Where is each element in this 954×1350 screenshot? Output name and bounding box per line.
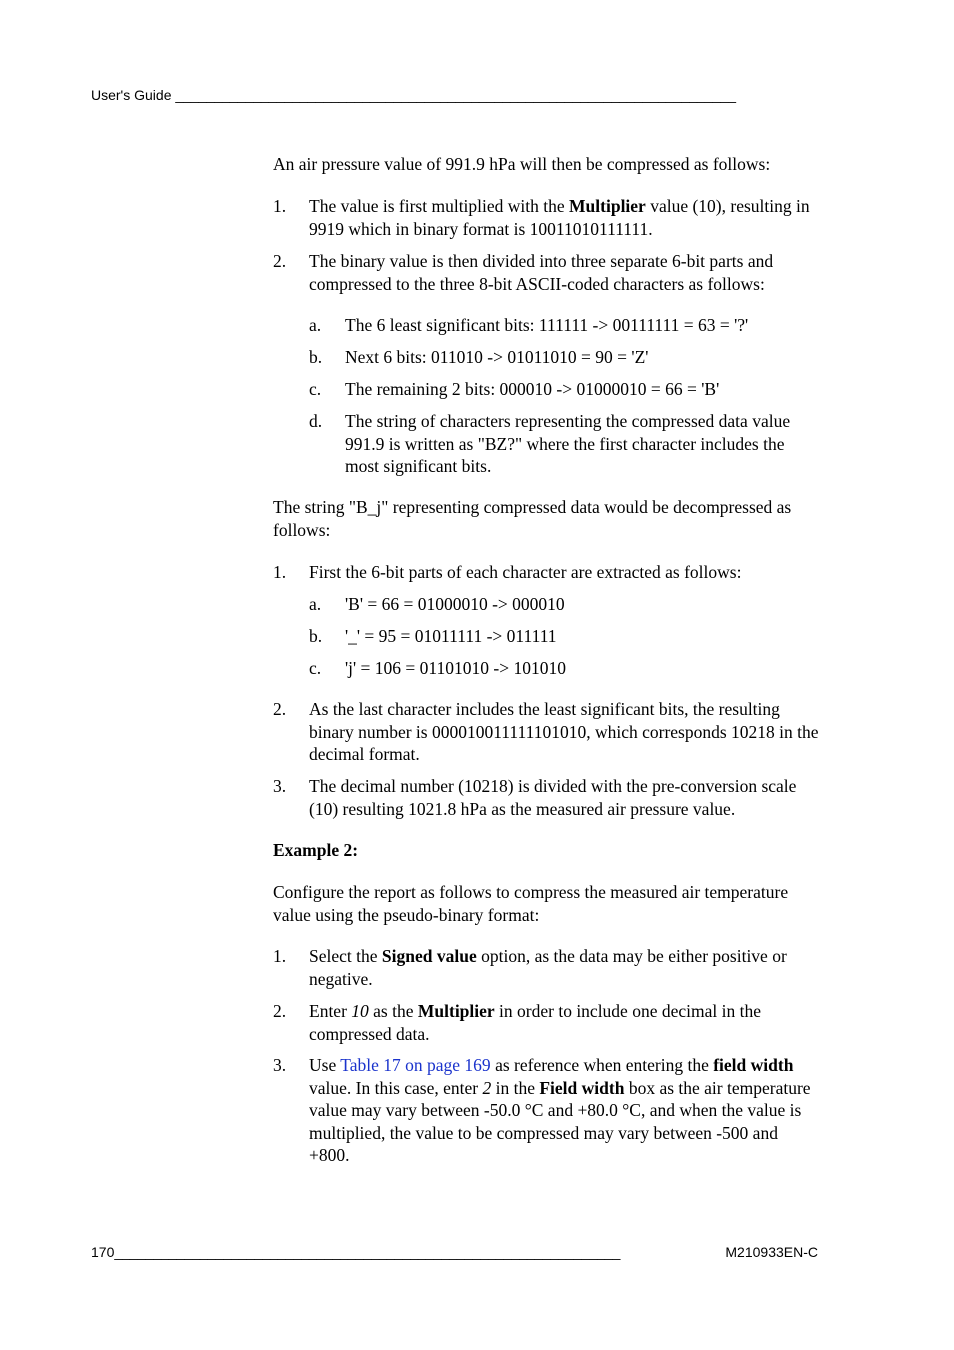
footer-rule: _________________________________________________________________ (114, 1244, 621, 1260)
list-item: The binary value is then divided into three separate 6-bit parts and compressed to the three 8-bit ASCII-coded characters as follows: (309, 251, 774, 294)
table-reference-link[interactable]: Table 17 on page 169 (340, 1055, 491, 1075)
header-rule: ________________________________________________________________________ (175, 87, 736, 103)
list-number: 3. (273, 776, 287, 796)
list-item: Select the Signed value option, as the data may be either positive or negative. (309, 946, 787, 989)
sublist-letter: d. (309, 411, 323, 431)
decompress-paragraph: The string "B_j" representing compressed data would be decompressed as follows: (273, 497, 792, 540)
sublist-letter: c. (309, 379, 322, 399)
list-number: 1. (273, 196, 287, 216)
page-header (91, 86, 811, 104)
header-title: User's Guide (91, 87, 176, 103)
configure-paragraph: Configure the report as follows to compress the measured air temperature value using the pseudo-binary format: (273, 882, 789, 925)
sublist-letter: b. (309, 626, 323, 646)
list-item: Use Table 17 on page 169 as reference when entering the field width value. In this case, enter 2 in the Field width box as the air temperature value may vary between -50.0 °C and +80.0 °C, and when the value is multiplied, the value to be compressed may vary between -500 and +800. (309, 1055, 811, 1165)
list-number: 1. (273, 562, 287, 582)
sublist-item: 'B' = 66 = 01000010 -> 000010 (345, 594, 565, 614)
list-item: The decimal number (10218) is divided with the pre-conversion scale (10) resulting 1021.8 hPa as the measured air pressure value. (309, 776, 797, 819)
sublist-letter: b. (309, 347, 323, 367)
document-code: M210933EN-C (725, 1244, 818, 1260)
sublist-item: '_' = 95 = 01011111 -> 011111 (345, 626, 557, 646)
list-item: As the last character includes the least significant bits, the resulting binary number is 000010011111101010, which corresponds 10218 in the decimal format. (309, 699, 819, 764)
list-number: 3. (273, 1055, 287, 1075)
sublist-item: The remaining 2 bits: 000010 -> 01000010 = 66 = 'B' (345, 379, 720, 399)
list-number: 1. (273, 946, 287, 966)
intro-paragraph: An air pressure value of 991.9 hPa will then be compressed as follows: (273, 154, 771, 174)
list-item: First the 6-bit parts of each character are extracted as follows: (309, 562, 742, 582)
page-footer (91, 1243, 818, 1261)
sublist-item: The string of characters representing the compressed data value 991.9 is written as "BZ?" where the first character includes the most significant bits. (345, 411, 791, 476)
list-number: 2. (273, 251, 287, 271)
list-item: Enter 10 as the Multiplier in order to include one decimal in the compressed data. (309, 1001, 761, 1044)
page-number: 170 (91, 1244, 115, 1260)
sublist-letter: c. (309, 658, 322, 678)
sublist-item: The 6 least significant bits: 111111 -> 00111111 = 63 = '?' (345, 315, 749, 335)
list-number: 2. (273, 699, 287, 719)
sublist-item: 'j' = 106 = 01101010 -> 101010 (345, 658, 566, 678)
sublist-letter: a. (309, 594, 322, 614)
sublist-item: Next 6 bits: 011010 -> 01011010 = 90 = 'Z' (345, 347, 649, 367)
example-heading: Example 2: (273, 840, 359, 860)
list-number: 2. (273, 1001, 287, 1021)
sublist-letter: a. (309, 315, 322, 335)
list-item: The value is first multiplied with the Multiplier value (10), resulting in 9919 which in binary format is 10011010111111. (309, 196, 810, 239)
